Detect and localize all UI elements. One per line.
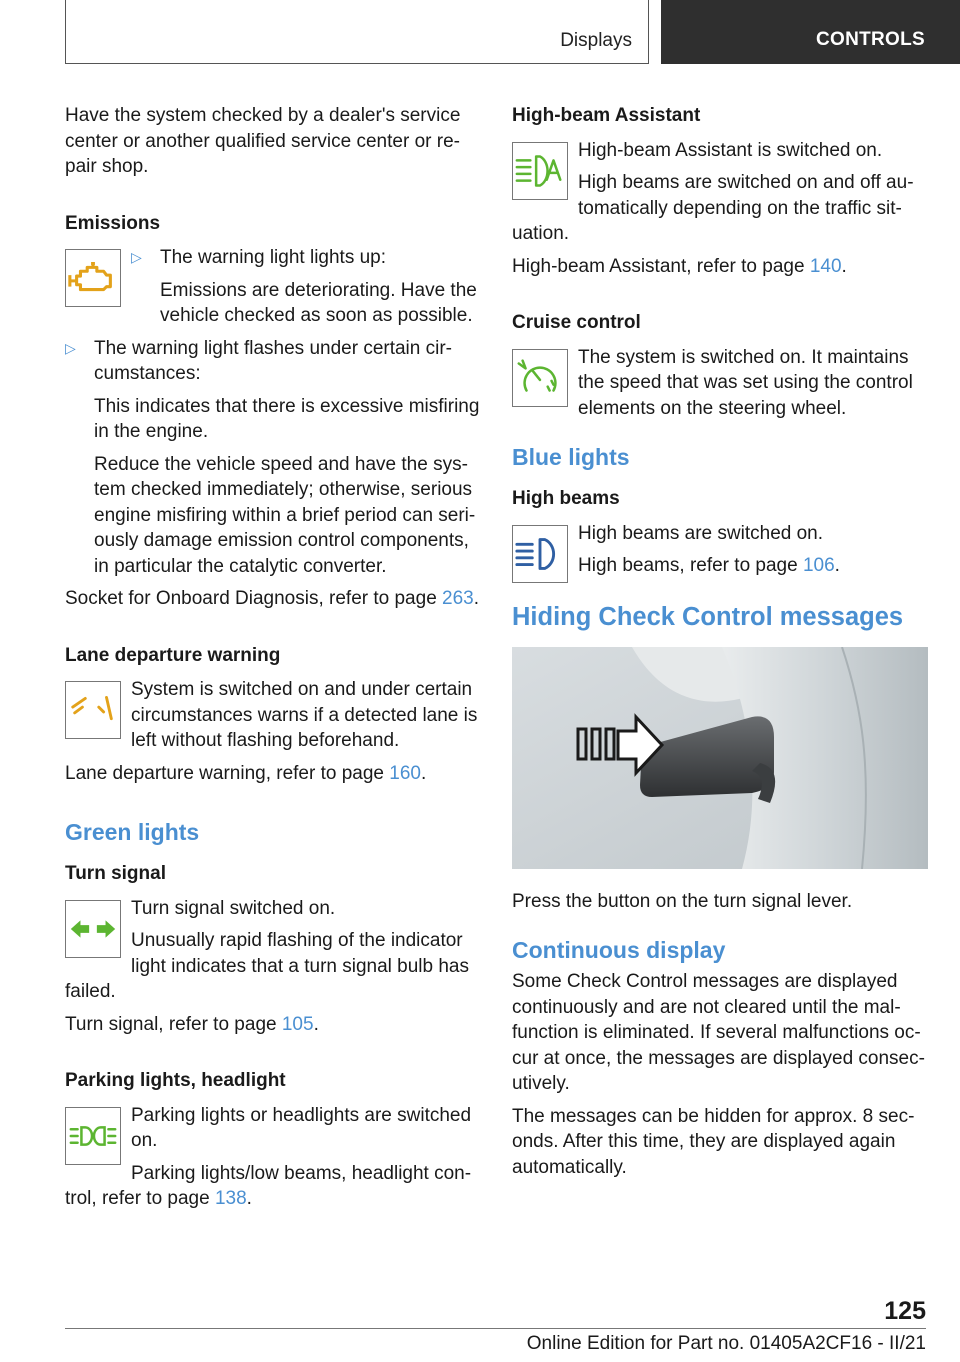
lane-reference: Lane departure warning, refer to page 160. xyxy=(65,762,427,784)
green-lights-heading: Green lights xyxy=(65,819,200,845)
emissions-b2-body2: Reduce the vehicle speed and have the sys-tem checked immediately; otherwise, serious engine misfiring within a brief period can seri-ously damage emission control components, in particular the catalytic converter. xyxy=(94,453,476,577)
high-beams-title: High beams xyxy=(512,488,620,509)
cruise-title: Cruise control xyxy=(512,312,641,333)
parking-reference: Parking lights/low beams, headlight con-trol, refer to page 138. xyxy=(65,1162,472,1209)
continuous-paragraph-2: The messages can be hidden for approx. 8 sec-onds. After this time, they are displayed again automatically. xyxy=(512,1105,915,1178)
high-beams-reference: High beams, refer to page 106. xyxy=(578,555,840,576)
emissions-title: Emissions xyxy=(65,212,161,234)
turn-text1: Turn signal switched on. xyxy=(131,897,336,919)
highbeam-assistant-text2: High beams are switched on and off au-tomatically depending on the traffic sit-uation. xyxy=(512,172,914,244)
triangle-bullet-icon: ▷ xyxy=(65,339,76,356)
emissions-b1-body: Emissions are deteriorating. Have the vehicle checked as soon as possible. xyxy=(160,279,477,326)
footer-divider xyxy=(65,1328,926,1329)
parking-lights-icon xyxy=(65,1107,121,1165)
emissions-b2-body1: This indicates that there is excessive misfiring in the engine. xyxy=(94,395,480,442)
intro-paragraph: Have the system checked by a dealer's service center or another qualified service center or re-pair shop. xyxy=(65,105,461,177)
cruise-text: The system is switched on. It maintains the speed that was set using the control elements on the steering wheel. xyxy=(578,346,913,419)
emissions-b1-head: The warning light lights up: xyxy=(160,247,387,268)
header-chapter-title: CONTROLS xyxy=(816,29,926,50)
blue-lights-heading: Blue lights xyxy=(512,444,630,470)
right-column xyxy=(512,103,930,1187)
header-section-box xyxy=(65,0,649,64)
turn-signal-title: Turn signal xyxy=(65,863,166,884)
header-section-title: Displays xyxy=(560,30,632,51)
parking-text1: Parking lights or headlights are switched on. xyxy=(131,1104,472,1151)
continuous-display-heading: Continuous display xyxy=(512,937,726,963)
turn-text2: Unusually rapid flashing of the indicator light indicates that a turn signal bulb has failed. xyxy=(65,930,469,1002)
page-link[interactable]: 140 xyxy=(809,255,842,277)
turn-signal-icon xyxy=(65,900,121,958)
high-beams-text1: High beams are switched on. xyxy=(578,522,824,544)
continuous-paragraph-1: Some Check Control messages are displayed continuously and are not cleared until the mal-function is eliminated. If several malfunctions oc-cur at once, the messages are displayed consec-utively. xyxy=(512,971,925,1094)
triangle-bullet-icon: ▷ xyxy=(131,249,142,265)
page-number: 125 xyxy=(884,1297,926,1325)
page-link[interactable]: 263 xyxy=(442,588,474,609)
edition-note: Online Edition for Part no. 01405A2CF16 - II/21 xyxy=(526,1333,926,1354)
highbeam-assistant-icon xyxy=(512,142,568,200)
high-beams-icon xyxy=(512,525,568,583)
emissions-b2-head: The warning light flashes under certain cir-cumstances: xyxy=(94,337,453,384)
lane-title: Lane departure warning xyxy=(65,644,281,666)
highbeam-assistant-reference: High-beam Assistant, refer to page 140. xyxy=(512,255,847,277)
page-link[interactable]: 106 xyxy=(802,555,835,576)
page-link[interactable]: 160 xyxy=(389,762,421,784)
page-link[interactable]: 105 xyxy=(281,1013,314,1035)
hiding-check-control-heading: Hiding Check Control messages xyxy=(512,602,904,631)
cruise-control-icon xyxy=(512,349,568,407)
photo-caption: Press the button on the turn signal lever. xyxy=(512,890,853,912)
emissions-bullet-2 xyxy=(65,336,483,580)
turn-signal-lever-photo xyxy=(512,647,928,869)
lane-departure-icon xyxy=(65,681,121,739)
engine-warning-icon xyxy=(65,249,121,307)
left-column xyxy=(65,103,483,1219)
page-link[interactable]: 138 xyxy=(214,1188,247,1209)
lane-text: System is switched on and under certain circumstances warns if a detected lane is left without flashing beforehand. xyxy=(131,679,478,751)
emissions-bullet-1 xyxy=(131,245,483,336)
highbeam-assistant-text1: High-beam Assistant is switched on. xyxy=(578,139,883,161)
turn-reference: Turn signal, refer to page 105. xyxy=(65,1013,319,1035)
parking-title: Parking lights, headlight xyxy=(65,1070,286,1091)
highbeam-assistant-title: High-beam Assistant xyxy=(512,105,701,126)
header-chapter-tab xyxy=(661,0,960,64)
emissions-reference: Socket for Onboard Diagnosis, refer to page 263. xyxy=(65,588,480,609)
